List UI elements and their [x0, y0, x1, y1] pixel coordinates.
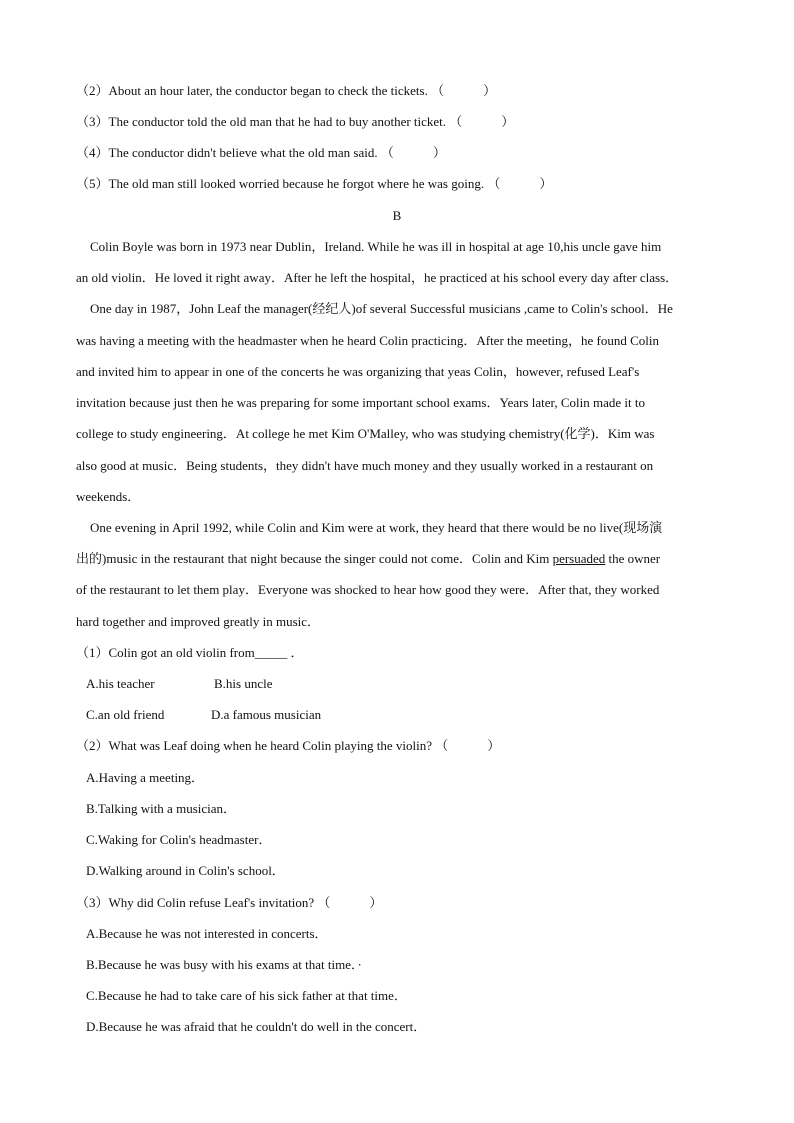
q2-option-d: D.Walking around in Colin's school．	[86, 863, 285, 878]
q3-option-c: C.Because he had to take care of his sick father at that time．	[86, 988, 407, 1003]
passage-line: weekends．	[76, 489, 141, 504]
passage-line: Colin Boyle was born in 1973 near Dublin，Ireland. While he was ill in hospital at age 10,his uncle gave him	[90, 239, 662, 254]
passage-line: college to study engineering．At college he met Kim O'Malley, who was studying chemistry(化学)．Kim was	[76, 426, 655, 441]
passage-line: hard together and improved greatly in music．	[76, 614, 321, 629]
part-a-item-2: （2）About an hour later, the conductor began to check the tickets. （ ）	[76, 83, 497, 98]
q1-option-a: A.his teacher	[86, 676, 155, 691]
passage-line	[76, 551, 660, 567]
passage-line: was having a meeting with the headmaster when he heard Colin practicing．After the meeting，he found Colin	[76, 333, 660, 348]
q2-option-a: A.Having a meeting．	[86, 770, 205, 785]
question-3: （3）Why did Colin refuse Leaf's invitation? （ ）	[76, 895, 383, 910]
q3-option-b: B.Because he was busy with his exams at that time．·	[86, 957, 362, 972]
q3-option-d: D.Because he was afraid that he couldn't do well in the concert．	[86, 1019, 427, 1034]
question-2: （2）What was Leaf doing when he heard Colin playing the violin? （ ）	[76, 738, 501, 753]
q2-option-c: C.Waking for Colin's headmaster．	[86, 832, 272, 847]
passage-text: the owner	[605, 551, 661, 566]
passage-line: of the restaurant to let them play．Everyone was shocked to hear how good they were．After that, they worked	[76, 582, 660, 597]
passage-line: One evening in April 1992, while Colin and Kim were at work, they heard that there would be no live(现场演	[90, 520, 663, 535]
passage-line: and invited him to appear in one of the concerts he was organizing that yeas Colin，however, refused Leaf's	[76, 364, 640, 379]
q3-option-a: A.Because he was not interested in concerts．	[86, 926, 328, 941]
passage-text: 出的)music in the restaurant that night because the singer could not come．Colin and Kim	[76, 551, 553, 566]
passage-line: an old violin．He loved it right away．After he left the hospital，he practiced at his school every day after class．	[76, 270, 679, 285]
part-a-item-3: （3）The conductor told the old man that he had to buy another ticket. （ ）	[76, 114, 515, 129]
underlined-word: persuaded	[552, 551, 606, 566]
q1-option-c: C.an old friend	[86, 707, 165, 722]
q1-option-d: D.a famous musician	[211, 707, 322, 722]
question-1: （1）Colin got an old violin from_____ ．	[76, 645, 304, 660]
q2-option-b: B.Talking with a musician．	[86, 801, 237, 816]
passage-line: One day in 1987，John Leaf the manager(经纪人)of several Successful musicians ,came to Colin's school．He	[90, 301, 673, 316]
section-b-heading: B	[392, 208, 402, 223]
part-a-item-5: （5）The old man still looked worried because he forgot where he was going. （ ）	[76, 176, 553, 191]
q1-option-b: B.his uncle	[214, 676, 273, 691]
passage-line: invitation because just then he was preparing for some important school exams．Years later, Colin made it to	[76, 395, 645, 410]
passage-line: also good at music．Being students，they didn't have much money and they usually worked in a restaurant on	[76, 458, 654, 473]
part-a-item-4: （4）The conductor didn't believe what the old man said. （ ）	[76, 145, 446, 160]
